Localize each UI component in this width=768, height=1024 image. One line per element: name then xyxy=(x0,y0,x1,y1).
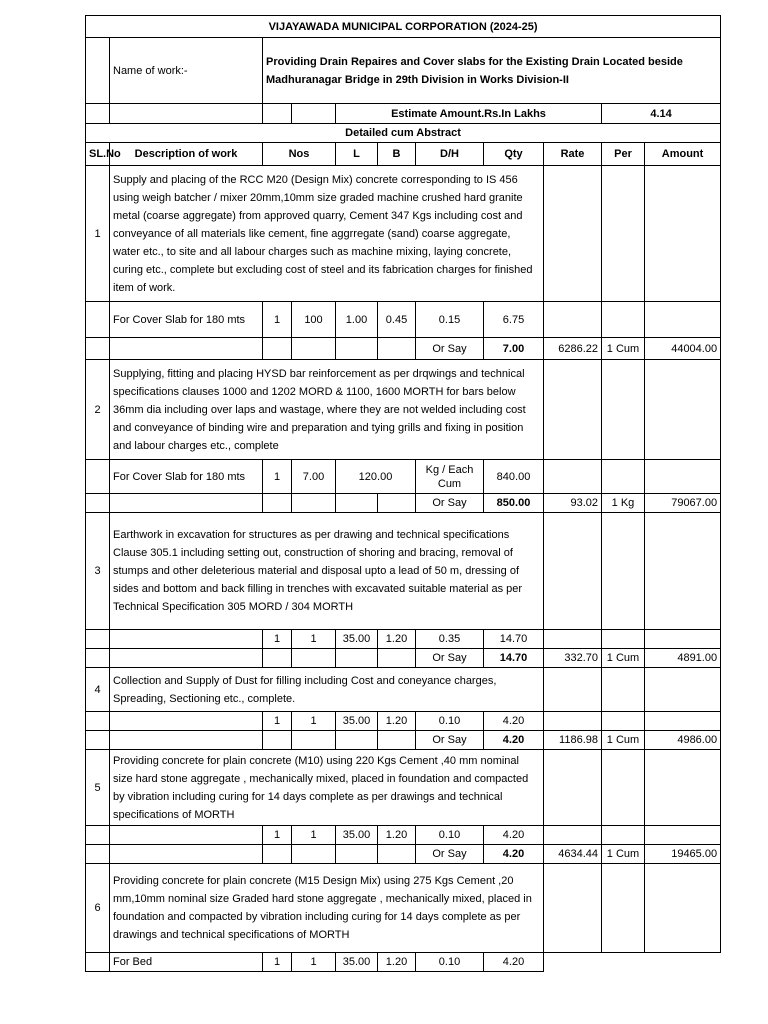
measurement-l: 1 xyxy=(292,712,336,731)
or-say-label: Or Say xyxy=(416,845,484,864)
measurement-dh: 0.45 xyxy=(378,302,416,338)
measurement-dh-value: 0.15 xyxy=(416,302,484,338)
or-say-label: Or Say xyxy=(416,731,484,750)
abstract-row xyxy=(86,124,721,143)
or-say-qty: 7.00 xyxy=(484,338,544,360)
estimate-sheet xyxy=(85,15,721,972)
item-amount: 79067.00 xyxy=(645,494,721,513)
abstract-title: Detailed cum Abstract xyxy=(86,124,721,143)
measurement-qty: 14.70 xyxy=(484,630,544,649)
item-per: 1 Cum xyxy=(602,845,645,864)
measurement-row xyxy=(86,826,721,845)
org-row xyxy=(86,16,721,38)
col-l: L xyxy=(336,143,378,166)
or-say-qty: 850.00 xyxy=(484,494,544,513)
item-rate: 1186.98 xyxy=(544,731,602,750)
measurement-label: For Bed xyxy=(110,953,263,972)
measurement-row xyxy=(86,460,721,494)
item-per: 1 Kg xyxy=(602,494,645,513)
item-amount: 4986.00 xyxy=(645,731,721,750)
measurement-qty: 4.20 xyxy=(484,826,544,845)
item-description: Supply and placing of the RCC M20 (Design Mix) concrete corresponding to IS 456 using weigh batcher / mixer 20mm,10mm size graded machine crushed hard granite metal (coarse aggregate) from approved quarry, Cement 347 Kgs including cost and conveyance of all materials like cement, fine aggrregate (sand) coarse aggregate, water etc., to site and all labour charges such as machine mixing, laying concrete, curing etc., complete but excluding cost of steel and its fabrication charges for finished item of work. xyxy=(110,166,544,302)
item-description: Supplying, fitting and placing HYSD bar reinforcement as per drqwings and technical specifications clauses 1000 and 1202 MORD & 1100, 1600 MORTH for bars below 36mm dia including over laps and wastage, where they are not welded including cost and conveyance of binding wire and preparation and tying grills and fixing in position and labour charges etc., complete xyxy=(110,360,544,460)
item-row xyxy=(86,166,721,302)
item-rate: 93.02 xyxy=(544,494,602,513)
measurement-label xyxy=(110,712,263,731)
measurement-b: 1.00 xyxy=(336,302,378,338)
name-of-work-label: Name of work:- xyxy=(110,38,263,104)
measurement-nos: 1 xyxy=(263,460,292,494)
measurement-nos: 1 xyxy=(263,630,292,649)
or-say-row xyxy=(86,649,721,668)
col-per: Per xyxy=(602,143,645,166)
item-description: Providing concrete for plain concrete (M15 Design Mix) using 275 Kgs Cement ,20 mm,10mm nominal size Graded hard stone aggregate , mechanically mixed, placed in foundation and compacted by vibration including curing for 14 days complete as per drawings and technical specifications of MORTH xyxy=(110,864,544,953)
item-row xyxy=(86,513,721,630)
item-rate: 332.70 xyxy=(544,649,602,668)
or-say-qty: 14.70 xyxy=(484,649,544,668)
or-say-row xyxy=(86,731,721,750)
estimate-label: Estimate Amount.Rs.In Lakhs xyxy=(336,104,602,124)
measurement-unit: Kg / Each Cum xyxy=(416,460,484,494)
col-dh: D/H xyxy=(416,143,484,166)
measurement-dh-value: 0.10 xyxy=(416,826,484,845)
item-sl: 5 xyxy=(86,750,110,826)
measurement-label xyxy=(110,630,263,649)
col-b: B xyxy=(378,143,416,166)
measurement-dh-value: 0.10 xyxy=(416,712,484,731)
item-amount: 44004.00 xyxy=(645,338,721,360)
item-amount: 4891.00 xyxy=(645,649,721,668)
item-sl: 1 xyxy=(86,166,110,302)
measurement-qty: 4.20 xyxy=(484,953,544,972)
measurement-b: 120.00 xyxy=(336,460,416,494)
measurement-b: 35.00 xyxy=(336,712,378,731)
item-rate: 6286.22 xyxy=(544,338,602,360)
item-row xyxy=(86,750,721,826)
item-sl: 4 xyxy=(86,668,110,712)
measurement-l: 1 xyxy=(292,953,336,972)
estimate-value: 4.14 xyxy=(602,104,721,124)
col-rate: Rate xyxy=(544,143,602,166)
or-say-row xyxy=(86,338,721,360)
measurement-b: 35.00 xyxy=(336,953,378,972)
measurement-label: For Cover Slab for 180 mts xyxy=(110,460,263,494)
item-sl: 2 xyxy=(86,360,110,460)
measurement-row xyxy=(86,712,721,731)
measurement-row xyxy=(86,302,721,338)
col-qty: Qty xyxy=(484,143,544,166)
measurement-nos: 1 xyxy=(263,953,292,972)
item-rate: 4634.44 xyxy=(544,845,602,864)
measurement-dh: 1.20 xyxy=(378,712,416,731)
or-say-row xyxy=(86,845,721,864)
col-nos: Nos xyxy=(263,143,336,166)
item-description: Providing concrete for plain concrete (M10) using 220 Kgs Cement ,40 mm nominal size hard stone aggregate , mechanically mixed, placed in foundation and compacted by vibration including curing for 14 days complete as per drawings and technical specifications of MORTH xyxy=(110,750,544,826)
name-of-work-row xyxy=(86,38,721,104)
or-say-label: Or Say xyxy=(416,494,484,513)
item-per: 1 Cum xyxy=(602,338,645,360)
measurement-b: 35.00 xyxy=(336,630,378,649)
measurement-label xyxy=(110,826,263,845)
measurement-row xyxy=(86,953,721,972)
or-say-label: Or Say xyxy=(416,649,484,668)
org-title: VIJAYAWADA MUNICIPAL CORPORATION (2024-25) xyxy=(86,16,721,38)
measurement-label: For Cover Slab for 180 mts xyxy=(110,302,263,338)
measurement-b: 35.00 xyxy=(336,826,378,845)
item-amount: 19465.00 xyxy=(645,845,721,864)
measurement-dh: 1.20 xyxy=(378,953,416,972)
measurement-l: 1 xyxy=(292,826,336,845)
or-say-row xyxy=(86,494,721,513)
or-say-qty: 4.20 xyxy=(484,731,544,750)
measurement-l: 100 xyxy=(292,302,336,338)
measurement-dh-value: 0.10 xyxy=(416,953,484,972)
measurement-row xyxy=(86,630,721,649)
measurement-dh-value: 0.35 xyxy=(416,630,484,649)
measurement-qty: 840.00 xyxy=(484,460,544,494)
estimate-row xyxy=(86,104,721,124)
measurement-nos: 1 xyxy=(263,712,292,731)
item-per: 1 Cum xyxy=(602,649,645,668)
column-header-row xyxy=(86,143,721,166)
item-row xyxy=(86,668,721,712)
item-sl: 6 xyxy=(86,864,110,953)
item-per: 1 Cum xyxy=(602,731,645,750)
item-row xyxy=(86,360,721,460)
item-description: Earthwork in excavation for structures as per drawing and technical specifications Clause 305.1 including setting out, construction of shoring and bracing, removal of stumps and other deleterious material and disposal upto a lead of 50 m, dressing of sides and bottom and back filling in trenches with excavated suitable material as per Technical Specification 305 MORD / 304 MORTH xyxy=(110,513,544,630)
col-sl: SL.No xyxy=(86,143,110,166)
or-say-qty: 4.20 xyxy=(484,845,544,864)
measurement-dh: 1.20 xyxy=(378,630,416,649)
name-of-work-text: Providing Drain Repaires and Cover slabs for the Existing Drain Located beside Madhuranagar Bridge in 29th Division in Works Division-II xyxy=(263,38,721,104)
measurement-qty: 6.75 xyxy=(484,302,544,338)
measurement-l: 7.00 xyxy=(292,460,336,494)
col-amount: Amount xyxy=(645,143,721,166)
measurement-dh: 1.20 xyxy=(378,826,416,845)
col-desc: Description of work xyxy=(110,143,263,166)
measurement-l: 1 xyxy=(292,630,336,649)
item-description: Collection and Supply of Dust for filling including Cost and coneyance charges, Spreading, Sectioning etc., complete. xyxy=(110,668,544,712)
measurement-nos: 1 xyxy=(263,302,292,338)
item-sl: 3 xyxy=(86,513,110,630)
or-say-label: Or Say xyxy=(416,338,484,360)
measurement-nos: 1 xyxy=(263,826,292,845)
item-row xyxy=(86,864,721,953)
measurement-qty: 4.20 xyxy=(484,712,544,731)
